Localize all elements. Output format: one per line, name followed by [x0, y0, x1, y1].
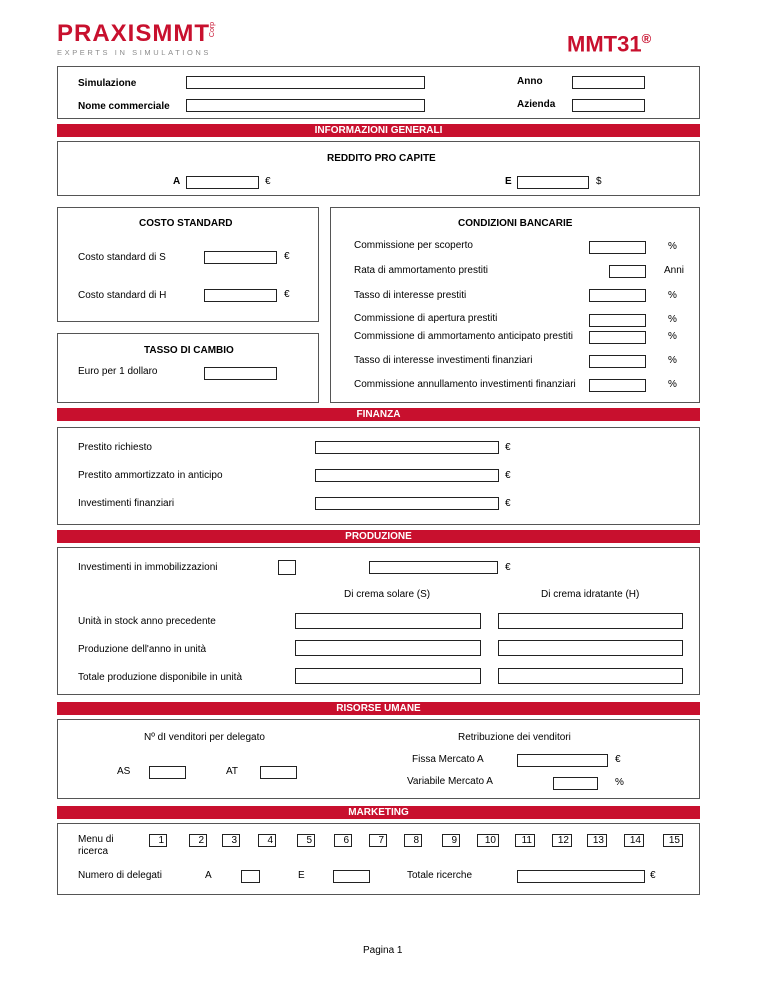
- registered-mark: ®: [641, 31, 652, 46]
- produzione-row-s-input[interactable]: [295, 640, 481, 656]
- reddito-a-unit: €: [265, 176, 271, 187]
- banca-row-label: Commissione per scoperto: [354, 240, 473, 251]
- banca-row-unit: %: [668, 314, 677, 325]
- banca-row-label: Rata di ammortamento prestiti: [354, 265, 488, 276]
- delegati-e-input[interactable]: [333, 870, 370, 883]
- totale-ricerche-unit: €: [650, 870, 656, 881]
- costo-standard-title: COSTO STANDARD: [139, 218, 233, 229]
- section-bar-finanza: FINANZA: [57, 408, 700, 421]
- banca-row-input[interactable]: [589, 241, 646, 254]
- produzione-row-label: Unità in stock anno precedente: [78, 616, 216, 627]
- banca-row-input[interactable]: [589, 289, 646, 302]
- form-code-text: MMT31: [567, 31, 642, 57]
- delegati-e-label: E: [298, 870, 305, 881]
- section-bar-produzione: PRODUZIONE: [57, 530, 700, 543]
- finanza-row-input[interactable]: [315, 441, 499, 454]
- banca-row-unit: %: [668, 241, 677, 252]
- banca-row-input[interactable]: [589, 379, 646, 392]
- simulazione-input[interactable]: [186, 76, 425, 89]
- menu-ricerca-item[interactable]: 5: [297, 834, 315, 847]
- investimenti-immobilizzazioni-label: Investimenti in immobilizzazioni: [78, 562, 218, 573]
- logo: [57, 20, 217, 60]
- finanza-row-unit: €: [505, 498, 511, 509]
- menu-ricerca-item[interactable]: 6: [334, 834, 352, 847]
- page-number: Pagina 1: [363, 945, 403, 956]
- produzione-row-s-input[interactable]: [295, 613, 481, 629]
- col-header-h: Di crema idratante (H): [541, 589, 640, 600]
- banca-row-label: Commissione di ammortamento anticipato prestiti: [354, 331, 573, 342]
- finanza-row-input[interactable]: [315, 469, 499, 482]
- banca-row-unit: Anni: [664, 265, 685, 276]
- logo-tagline: EXPERTS IN SIMULATIONS: [57, 48, 212, 57]
- finanza-row-unit: €: [505, 470, 511, 481]
- condizioni-bancarie-title: CONDIZIONI BANCARIE: [458, 218, 573, 229]
- banca-row-label: Commissione di apertura prestiti: [354, 313, 498, 324]
- reddito-e-unit: $: [596, 176, 602, 187]
- produzione-row-label: Produzione dell'anno in unità: [78, 644, 207, 655]
- nome-commerciale-input[interactable]: [186, 99, 425, 112]
- banca-row-unit: %: [668, 290, 677, 301]
- form-code: [567, 31, 651, 57]
- delegati-a-input[interactable]: [241, 870, 260, 883]
- costo-s-label: Costo standard di S: [78, 252, 166, 263]
- menu-ricerca-item[interactable]: 9: [442, 834, 460, 847]
- costo-h-unit: €: [284, 289, 290, 300]
- produzione-row-h-input[interactable]: [498, 613, 683, 629]
- costo-h-input[interactable]: [204, 289, 277, 302]
- euro-dollaro-label: Euro per 1 dollaro: [78, 366, 158, 377]
- numero-delegati-label: Numero di delegati: [78, 870, 162, 881]
- finanza-row-input[interactable]: [315, 497, 499, 510]
- banca-row-input[interactable]: [589, 331, 646, 344]
- produzione-row-h-input[interactable]: [498, 640, 683, 656]
- variabile-input[interactable]: [553, 777, 598, 790]
- reddito-a-label: A: [173, 176, 181, 187]
- fissa-input[interactable]: [517, 754, 608, 767]
- finanza-row-label: Prestito ammortizzato in anticipo: [78, 470, 223, 481]
- tasso-cambio-title: TASSO DI CAMBIO: [144, 345, 234, 356]
- euro-dollaro-input[interactable]: [204, 367, 277, 380]
- retribuzione-label: Retribuzione dei venditori: [458, 732, 571, 743]
- fissa-unit: €: [615, 754, 621, 765]
- col-header-s: Di crema solare (S): [344, 589, 431, 600]
- reddito-box: [57, 141, 700, 196]
- banca-row-unit: %: [668, 355, 677, 366]
- totale-ricerche-input[interactable]: [517, 870, 645, 883]
- banca-row-unit: %: [668, 379, 677, 390]
- banca-row-label: Tasso di interesse prestiti: [354, 290, 467, 301]
- simulazione-label: Simulazione: [78, 78, 137, 89]
- azienda-input[interactable]: [572, 99, 645, 112]
- costo-h-label: Costo standard di H: [78, 290, 167, 301]
- finanza-row-label: Prestito richiesto: [78, 442, 152, 453]
- menu-ricerca-item[interactable]: 12: [552, 834, 572, 847]
- produzione-row-label: Totale produzione disponibile in unità: [78, 672, 243, 683]
- section-bar-informazioni: INFORMAZIONI GENERALI: [57, 124, 700, 137]
- menu-ricerca-item[interactable]: 14: [624, 834, 644, 847]
- logo-corp: Corp: [209, 21, 217, 38]
- at-label: AT: [226, 766, 239, 777]
- menu-ricerca-label: Menu di ricerca: [78, 834, 114, 857]
- produzione-row-h-input[interactable]: [498, 668, 683, 684]
- menu-ricerca-item[interactable]: 4: [258, 834, 276, 847]
- delegati-a-label: A: [205, 870, 212, 881]
- reddito-e-label: E: [505, 176, 512, 187]
- venditori-delegato-label: Nº dI venditori per delegato: [144, 732, 265, 743]
- investimenti-immobilizzazioni-check[interactable]: [278, 560, 296, 575]
- anno-input[interactable]: [572, 76, 645, 89]
- variabile-label: Variabile Mercato A: [407, 776, 493, 787]
- totale-ricerche-label: Totale ricerche: [407, 870, 473, 881]
- azienda-label: Azienda: [517, 99, 556, 110]
- menu-ricerca-item[interactable]: 15: [663, 834, 683, 847]
- finanza-row-unit: €: [505, 442, 511, 453]
- menu-ricerca-item[interactable]: 11: [515, 834, 535, 847]
- banca-row-input[interactable]: [589, 355, 646, 368]
- banca-row-unit: %: [668, 331, 677, 342]
- section-bar-risorse-umane: RISORSE UMANE: [57, 702, 700, 715]
- banca-row-input[interactable]: [589, 314, 646, 327]
- section-bar-marketing: MARKETING: [57, 806, 700, 819]
- nome-commerciale-label: Nome commerciale: [78, 101, 170, 112]
- produzione-row-s-input[interactable]: [295, 668, 481, 684]
- banca-row-label: Tasso di interesse investimenti finanziari: [354, 355, 533, 366]
- finanza-row-label: Investimenti finanziari: [78, 498, 175, 509]
- menu-ricerca-item[interactable]: 10: [477, 834, 499, 847]
- reddito-e-input[interactable]: [517, 176, 589, 189]
- costo-s-input[interactable]: [204, 251, 277, 264]
- reddito-title: REDDITO PRO CAPITE: [327, 153, 436, 164]
- menu-ricerca-item[interactable]: 3: [222, 834, 240, 847]
- menu-ricerca-item[interactable]: 1: [149, 834, 167, 847]
- investimenti-immobilizzazioni-input[interactable]: [369, 561, 498, 574]
- menu-ricerca-item[interactable]: 13: [587, 834, 607, 847]
- reddito-a-input[interactable]: [186, 176, 259, 189]
- fissa-label: Fissa Mercato A: [412, 754, 484, 765]
- as-input[interactable]: [149, 766, 186, 779]
- menu-ricerca-item[interactable]: 7: [369, 834, 387, 847]
- as-label: AS: [117, 766, 131, 777]
- variabile-unit: %: [615, 777, 624, 788]
- anno-label: Anno: [517, 76, 543, 87]
- menu-ricerca-item[interactable]: 8: [404, 834, 422, 847]
- investimenti-immobilizzazioni-unit: €: [505, 562, 511, 573]
- banca-row-label: Commissione annullamento investimenti finanziari: [354, 379, 576, 390]
- at-input[interactable]: [260, 766, 297, 779]
- costo-s-unit: €: [284, 251, 290, 262]
- logo-main: PRAXISMMT: [57, 20, 210, 47]
- banca-row-input[interactable]: [609, 265, 646, 278]
- menu-ricerca-item[interactable]: 2: [189, 834, 207, 847]
- condizioni-bancarie-box: [330, 207, 700, 403]
